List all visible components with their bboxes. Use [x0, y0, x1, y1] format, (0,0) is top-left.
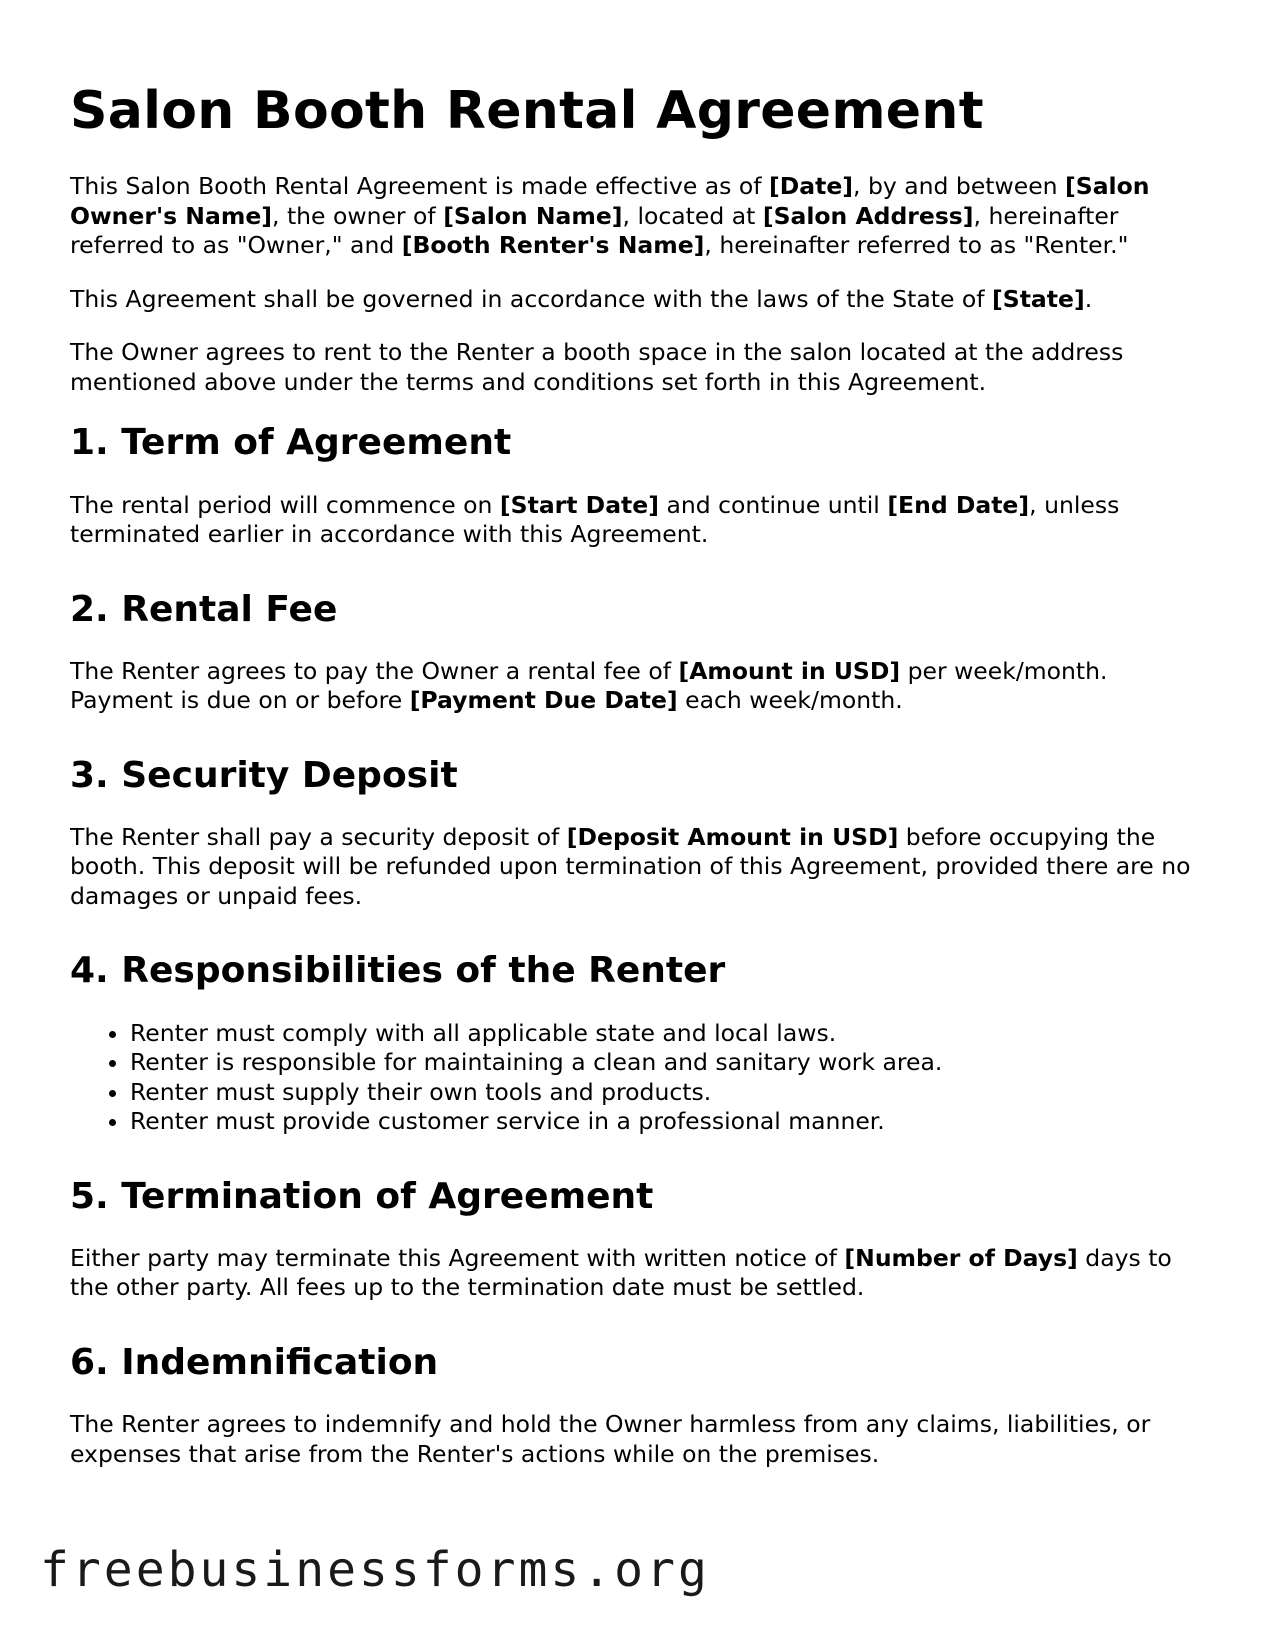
section-heading: 5. Termination of Agreement [70, 1175, 654, 1217]
section-body: The Renter agrees to pay the Owner a rental fee of [Amount in USD] per week/month. Payment is due on or before [Payment Due Date] each week/month. [70, 656, 1108, 715]
list-item: • Renter must comply with all applicable state and local laws. [130, 1019, 1200, 1049]
field-payment-due-date: [Payment Due Date] [409, 686, 678, 715]
intro-paragraph-governing-law: This Agreement shall be governed in accordance with the laws of the State of [State]. [70, 284, 1093, 313]
intro-paragraph-parties: This Salon Booth Rental Agreement is made effective as of [Date], by and between [Salon Owner's Name], the owner of [Salon Name], located at [Salon Address], hereinafter referred to as "Owner," and [Booth Renter's Name], hereinafter referred to as "Renter." [70, 172, 1150, 260]
list-item: • Renter is responsible for maintaining a clean and sanitary work area. [130, 1048, 1200, 1078]
field-end-date: [End Date] [887, 490, 1030, 519]
section-indemnification [70, 1341, 1200, 1469]
intro-paragraph-rental: The Owner agrees to rent to the Renter a booth space in the salon located at the address mentioned above under the terms and conditions set forth in this Agreement. [70, 338, 1124, 396]
responsibilities-list [70, 1019, 1200, 1137]
section-body: The Renter shall pay a security deposit of [Deposit Amount in USD] before occupying the booth. This deposit will be refunded upon termination of this Agreement, provided there are no damages or unpaid fees. [70, 822, 1191, 910]
field-start-date: [Start Date] [499, 490, 659, 519]
section-body: Either party may terminate this Agreement with written notice of [Number of Days] days to the other party. All fees up to the termination date must be settled. [70, 1243, 1172, 1302]
section-heading: 4. Responsibilities of the Renter [70, 950, 726, 992]
section-termination [70, 1175, 1200, 1303]
document-title: Salon Booth Rental Agreement [70, 81, 984, 141]
list-item: • Renter must provide customer service in a professional manner. [130, 1107, 1200, 1137]
section-heading: 2. Rental Fee [70, 588, 338, 630]
field-number-of-days: [Number of Days] [844, 1243, 1078, 1272]
section-body: The Renter agrees to indemnify and hold the Owner harmless from any claims, liabilities, or expenses that arise from the Renter's actions while on the premises. [70, 1410, 1151, 1468]
section-security-deposit [70, 754, 1200, 912]
field-amount: [Amount in USD] [678, 656, 901, 685]
document-page [70, 80, 1200, 1493]
field-renter-name: [Booth Renter's Name] [401, 231, 705, 260]
field-state: [State] [992, 284, 1085, 313]
section-rental-fee [70, 588, 1200, 716]
section-responsibilities [70, 949, 1200, 1136]
field-deposit-amount: [Deposit Amount in USD] [566, 822, 899, 851]
list-item: • Renter must supply their own tools and products. [130, 1078, 1200, 1108]
field-salon-name: [Salon Name] [443, 201, 623, 230]
field-date: [Date] [768, 172, 854, 201]
section-heading: 6. Indemnification [70, 1341, 439, 1383]
footer-watermark: freebusinessforms.org [40, 1542, 710, 1598]
section-term [70, 421, 1200, 549]
field-salon-address: [Salon Address] [762, 201, 974, 230]
section-heading: 3. Security Deposit [70, 754, 458, 796]
field-owner-name: [Salon Owner's Name] [70, 172, 1150, 230]
section-body: The rental period will commence on [Start Date] and continue until [End Date], unless terminated earlier in accordance with this Agreement. [70, 490, 1120, 549]
section-heading: 1. Term of Agreement [70, 422, 512, 464]
